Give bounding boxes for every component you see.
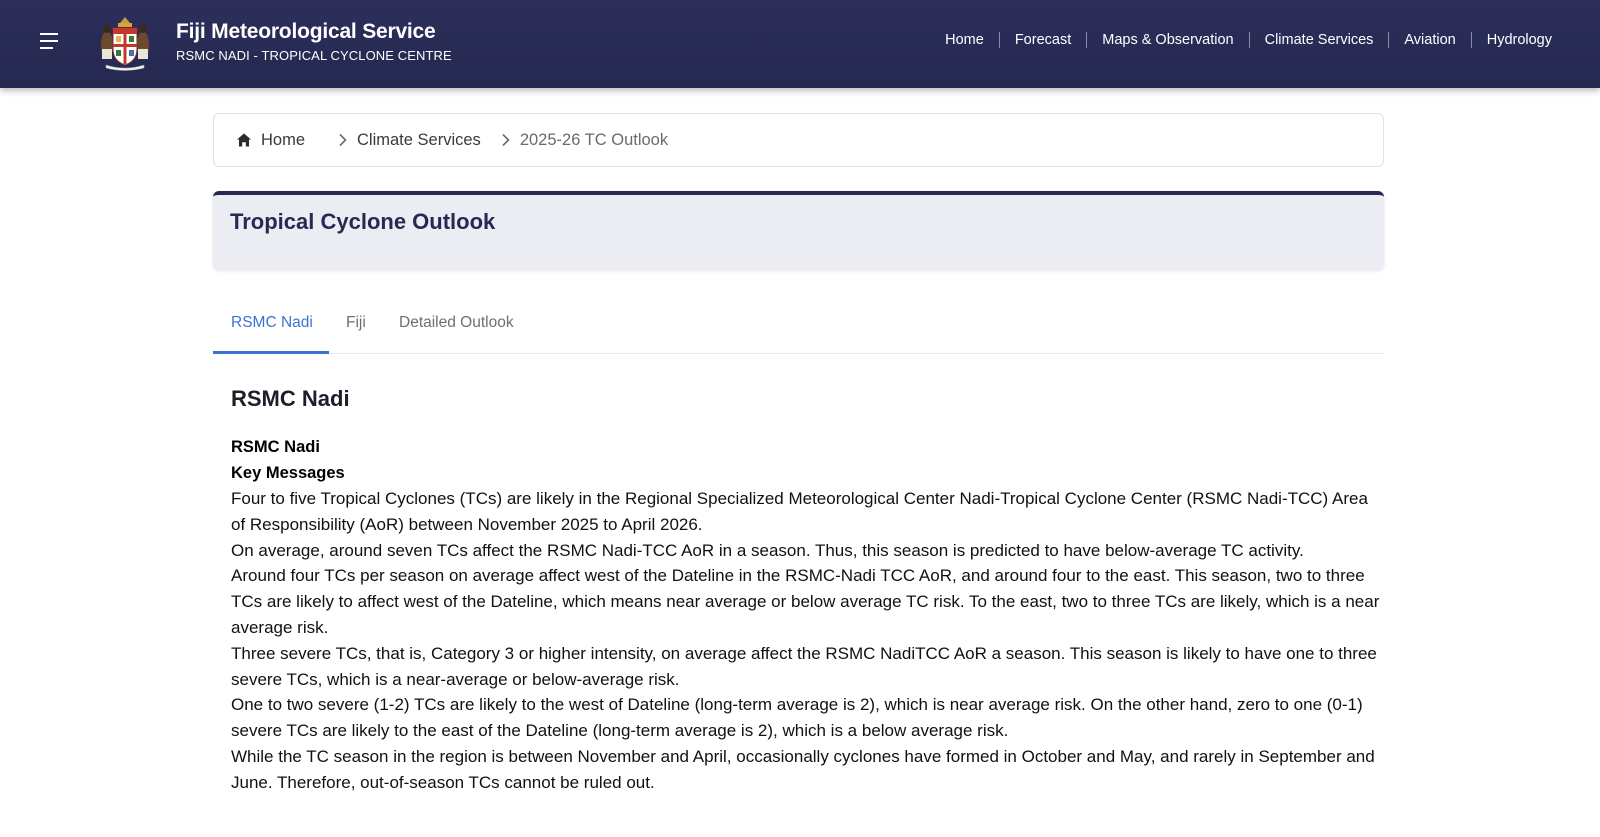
key-message-paragraph: Four to five Tropical Cyclones (TCs) are likely in the Regional Specialized Meteorological Center Nadi-Tropical Cyclone Center (RSMC Nadi-TCC) Area of Responsibility (AoR) between November 2025 to April 2026.	[231, 489, 1368, 534]
chevron-right-icon	[501, 133, 511, 147]
active-tab-indicator	[213, 351, 329, 354]
nav-maps-observation[interactable]: Maps & Observation	[1102, 32, 1234, 48]
nav-hydrology[interactable]: Hydrology	[1486, 32, 1552, 48]
nav-aviation[interactable]: Aviation	[1404, 32, 1456, 48]
top-header	[0, 0, 1600, 88]
key-message-paragraph: While the TC season in the region is between November and April, occasionally cyclones have formed in October and May, and rarely in September and June. Therefore, out-of-season TCs cannot be ruled out.	[231, 746, 1375, 792]
nav-forecast[interactable]: Forecast	[1014, 32, 1072, 48]
site-subtitle: RSMC NADI - TROPICAL CYCLONE CENTRE	[176, 48, 452, 63]
tab-content	[231, 386, 1381, 796]
page-title: Tropical Cyclone Outlook	[230, 209, 496, 234]
key-message-paragraph: One to two severe (1-2) TCs are likely to the west of Dateline (long-term average is 2), which is near average risk. On the other hand, zero to one (0-1) severe TCs are likely to the east of the Dateline (long-term average is 2), which is a below average risk.	[231, 695, 1363, 741]
key-message-paragraph: Around four TCs per season on average affect west of the Dateline in the RSMC-Nadi TCC AoR, and around four to the east. This season, two to three TCs are likely to affect west of the Dateline, which means near average or below average TC risk. To the east, two to three TCs are likely, which is a near average risk.	[231, 566, 1380, 637]
tab-bar	[213, 304, 1384, 354]
breadcrumb	[213, 113, 1384, 167]
main-nav	[930, 32, 1552, 48]
breadcrumb-level1-label[interactable]: Climate Services	[357, 130, 481, 149]
breadcrumb-home[interactable]	[236, 131, 305, 150]
home-icon	[236, 132, 252, 148]
nav-home[interactable]: Home	[945, 32, 984, 48]
tab-rsmc-nadi[interactable]: RSMC Nadi	[231, 314, 313, 331]
section-subheading: RSMC Nadi	[231, 438, 320, 456]
key-messages-label: Key Messages	[231, 464, 345, 482]
hamburger-menu-icon[interactable]	[40, 33, 60, 49]
breadcrumb-home-label[interactable]: Home	[261, 130, 306, 149]
tab-fiji[interactable]: Fiji	[346, 314, 366, 331]
site-title[interactable]: Fiji Meteorological Service	[176, 20, 436, 43]
tab-detailed-outlook[interactable]: Detailed Outlook	[399, 314, 514, 331]
fiji-coat-of-arms-logo[interactable]	[98, 15, 152, 71]
breadcrumb-current	[520, 131, 668, 150]
key-message-paragraph: Three severe TCs, that is, Category 3 or higher intensity, on average affect the RSMC NadiTCC AoR a season. This season is likely to have one to three severe TCs, which is a near-average or below-average risk.	[231, 643, 1377, 689]
breadcrumb-current-label: 2025-26 TC Outlook	[519, 130, 669, 149]
breadcrumb-climate-services[interactable]	[357, 131, 481, 150]
chevron-right-icon	[338, 133, 348, 147]
page-title-card	[213, 191, 1384, 270]
section-heading: RSMC Nadi	[231, 386, 350, 411]
nav-climate-services[interactable]: Climate Services	[1264, 32, 1374, 48]
key-message-paragraph: On average, around seven TCs affect the RSMC Nadi-TCC AoR in a season. Thus, this season is predicted to have below-average TC activity.	[231, 540, 1304, 560]
